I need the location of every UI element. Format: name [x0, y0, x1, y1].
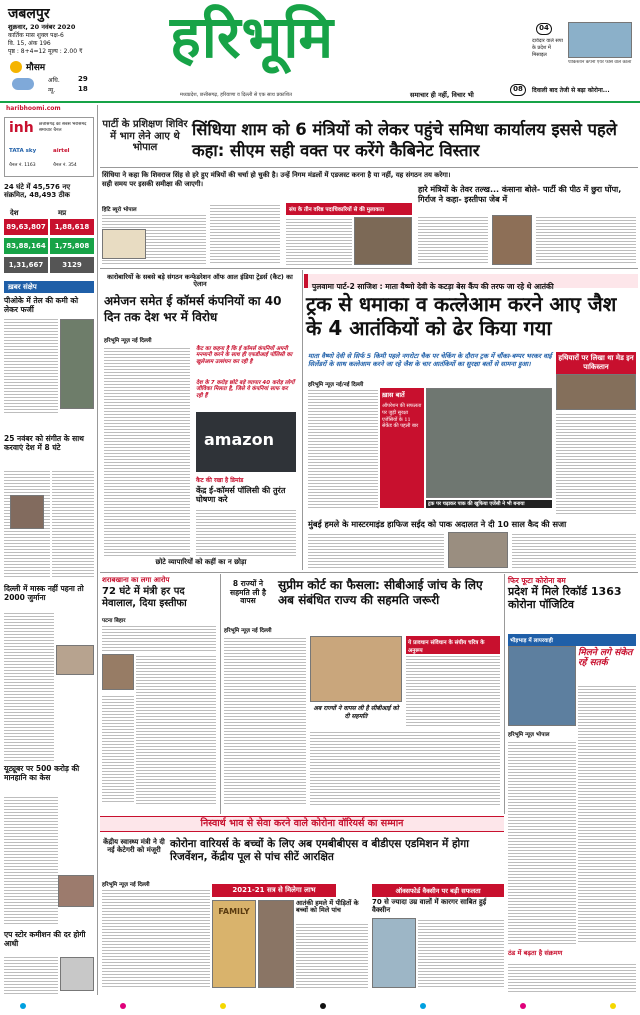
- warriors-note-title: 2021-21 सत्र से मिलेगा लाभ: [212, 884, 336, 897]
- warriors-body2: [296, 922, 368, 988]
- cait-footer: छोटे व्यापारियों को कहीं का न छोड़ा: [155, 558, 247, 566]
- resignation-byline: पटना बिहार: [102, 618, 126, 624]
- left-column-rule: [97, 105, 98, 995]
- top-story-bottom-rule: [100, 268, 638, 269]
- covid-headline: 24 घंटे में 45,576 नए संक्रमित, 48,493 ठीक: [4, 183, 71, 200]
- sc-byline: हरिभूमि न्यूज़ नई दिल्ली: [224, 628, 272, 634]
- vaccine-headline[interactable]: 70 से ज्यादा उम्र वालों में कारगर साबित हुई वैक्सीन: [372, 898, 487, 915]
- brief4-body: [4, 795, 58, 925]
- vaccine-body: [418, 918, 504, 988]
- pulwama-kicker: [304, 274, 638, 291]
- covid-stat-2: 1,88,618: [50, 219, 94, 235]
- covid-mp-kicker: फिर फूटा कोरोना बम: [508, 576, 566, 585]
- warriors-banner-text: निस्वार्थ भाव से सेवा करने वाले कोरोना वॉरियर्स का सम्मान: [200, 818, 404, 829]
- resignation-story: [100, 574, 218, 814]
- promo-top-num: 04: [536, 23, 552, 35]
- cait-subbox-head: केंद्र ई-कॉमर्स पॉलिसी की तुरंत घोषणा करे: [196, 486, 286, 505]
- warriors-byline: हरिभूमि न्यूज़ नई दिल्ली: [102, 882, 150, 888]
- sc-box-title: ये प्रावधान संविधान के संघीय चरित्र के अनुरूप: [406, 636, 500, 656]
- warriors-story: [100, 834, 504, 994]
- brief5-body: [4, 955, 58, 995]
- covid-mp-side-body: [578, 684, 636, 944]
- resignation-kicker: शराबखाना का लगा आरोप: [102, 576, 170, 584]
- cait-quote: कैट का कहना है कि ई कॉमर्स कंपनियों अपनी मनमानी करने के साथ ही एफडीआई पॉलिसी का खुलेआम उल्लंघन कर रही है: [196, 346, 293, 365]
- pulwama-deck: माता वैष्णो देवी से सिर्फ 5 किमी पहले नगरोटा चैक पर चेकिंग के दौरान ट्रक में चौंका-बम्पर भरकर वाई सिलेंडरों के साथ कत्लेआम करने जा रहे जैश के चार आतंकियों का सुरक्षा बलों से सामना हुआ।: [308, 352, 552, 369]
- masthead-date: शुक्रवार, 20 नवंबर 2020: [8, 23, 76, 31]
- cait-headline[interactable]: अमेजन समेत ई कॉमर्स कंपनियों का 40 दिन तक देश भर में विरोध: [104, 294, 282, 324]
- masthead-tagline: समाचार ही नहीं, विचार भी: [410, 91, 474, 99]
- cloud-icon: [12, 78, 34, 90]
- masthead-subline: मध्यप्रदेश, छत्तीसगढ़, हरियाणा व दिल्ली से एक साथ प्रकाशित: [180, 92, 292, 98]
- pulwama-photo: [426, 388, 552, 498]
- promo-top-photo: [568, 22, 632, 58]
- covid-mp-headline[interactable]: प्रदेश में मिले रिकॉर्ड 1363 कोरोना पॉजिटिव: [508, 585, 622, 611]
- channel-no-1: चैनल नं. 1163: [9, 163, 36, 168]
- resignation-photo: [102, 654, 134, 690]
- top-story-side-photo: [492, 215, 532, 265]
- sc-photo: [310, 636, 402, 702]
- resignation-body1: [102, 624, 216, 652]
- brief2-photo: [10, 495, 44, 529]
- covid-mp-side-quote: मिलने लगे संकेत रहें सतर्क: [578, 648, 633, 669]
- sc-story: [222, 574, 502, 814]
- news-brief-label: ख़बर संक्षेप: [4, 281, 94, 293]
- masthead-info1: कार्तिक मास शुक्ल पक्ष-6: [8, 32, 64, 39]
- top-story-photo: [354, 217, 412, 265]
- brief3-body: [4, 611, 54, 761]
- pulwama-headline[interactable]: ट्रक से धमाका व कत्लेआम करने आए जैश के 4 आतंकियों को ढेर किया गया: [306, 292, 617, 341]
- brief1-photo: [60, 319, 94, 409]
- pulwama-story: [304, 270, 638, 570]
- brief4-photo: [58, 875, 94, 907]
- channel-text: छत्तीसगढ़ का सबसे भरोसेमंद समाचार चैनल: [39, 122, 87, 134]
- covid-mp-label: मप्र: [58, 209, 67, 217]
- top-story-byline: हिटि ब्यूरो भोपाल: [102, 207, 137, 213]
- pulwama-photo-caption: ट्रक पर चढ़ाकर पाक की खुफिया एजेंसी ने भी बनाया: [426, 500, 552, 508]
- weather-box: [8, 58, 100, 98]
- warriors-photo: [258, 900, 294, 988]
- brief1-body: [4, 317, 58, 413]
- pulwama-sub-body: [308, 532, 444, 568]
- weather-max: 29: [78, 75, 88, 83]
- resignation-rule: [220, 574, 221, 814]
- cmyk-dot: [220, 1003, 226, 1009]
- covid-stat-5: 1,31,667: [4, 257, 48, 273]
- pulwama-box: [380, 388, 424, 508]
- cait-kicker: कारोबारियों के सबसे बड़े संगठन कन्फेडरेशन ऑफ आल इंडिया ट्रेडर्स (कैट) का ऐलान: [107, 273, 293, 289]
- masthead-info2: वि. 15, अंक 196: [8, 40, 51, 47]
- covid-stat-3: 83,88,164: [4, 238, 48, 254]
- top-story: [100, 105, 638, 265]
- pulwama-box-text: ऑपरेशन की सफलता पर जुड़ी सुरक्षा एजेंसियों के 11 सेकेंड की पहली बार: [382, 403, 422, 430]
- weather-label: मौसम: [26, 63, 46, 73]
- top-story-side-headline[interactable]: हारे मंत्रियों के तेवर तल्ख... कंसाना बोले- पार्टी की पीठ में छुरा घोंपा, गिर्राज ने कहा- इस्तीफा जेब में: [418, 185, 622, 204]
- promo-top-caption: पाकिस्तान कंपनी एयर फोर्स वाले काला: [568, 60, 632, 65]
- amazon-photo: [196, 412, 296, 472]
- masthead-city: जबलपुर: [8, 6, 50, 22]
- pulwama-side-photo: [556, 374, 636, 410]
- covid-mp-photo: [508, 646, 576, 726]
- masthead-logo: हरिभूमि: [170, 3, 335, 71]
- warriors-body1: [102, 888, 210, 988]
- cait-body1: [104, 346, 190, 556]
- promo-top-text: दावेदार वाले सपा के प्रदेश में मिसाइल: [532, 38, 563, 58]
- pulwama-sub-body2: [512, 532, 636, 568]
- channel-no-2: चैनल नं. 354: [53, 163, 77, 168]
- covid-desh-label: देश: [10, 209, 19, 217]
- resignation-body3: [102, 694, 134, 804]
- top-story-headline[interactable]: सिंधिया शाम को 6 मंत्रियों को लेकर पहुंचे समिधा कार्यालय इससे पहले कहा: सीएम सही वक्त पर करेंगे कैबिनेट विस्तार: [192, 120, 617, 161]
- vaccine-photo: [372, 918, 416, 988]
- pulwama-subhead[interactable]: मुंबई हमले के मास्टरमाइंड हाफिज सईद को पाक अदालत ने दी 10 साल कैद की सजा: [308, 519, 567, 529]
- top-story-body2: [210, 203, 280, 265]
- cmyk-dot: [420, 1003, 426, 1009]
- vaccine-kicker: ऑक्सफोर्ड वैक्सीन पर बड़ी सफलता: [372, 884, 504, 897]
- pulwama-side-body: [556, 412, 636, 516]
- covid-stat-4: 1,75,808: [50, 238, 94, 254]
- sc-body1: [224, 636, 306, 806]
- website[interactable]: haribhoomi.com: [6, 105, 61, 112]
- sc-side-note: 8 राज्यों ने सहमति ली है वापस: [230, 579, 266, 606]
- cmyk-dot: [320, 1003, 326, 1009]
- top-story-side-body1: [418, 215, 488, 265]
- masthead: [0, 0, 640, 100]
- brief2-title[interactable]: 25 नवंबर को संगीत के साथ करवाएं देश में 8 घंटे: [4, 434, 84, 452]
- weather-icon: [10, 61, 22, 73]
- sc-rule: [504, 574, 505, 814]
- covid-stat-1: 89,63,807: [4, 219, 48, 235]
- resignation-headline[interactable]: 72 घंटे में मंत्री हर पद मेवालाल, दिया इस्तीफा: [102, 586, 187, 609]
- promo-bottom-text: दिवाली बाद तेजी से बढ़ा कोरोना...: [532, 87, 610, 94]
- promo-bottom-num: 08: [510, 84, 526, 96]
- covid-mp-bottom-note: ठंड में बढ़ता है संक्रमण: [508, 949, 563, 957]
- brief5-photo: [60, 957, 94, 991]
- cait-byline: हरिभूमि न्यूज़ नई दिल्ली: [104, 338, 152, 344]
- sc-box-body: [406, 654, 500, 726]
- covid-stats: [4, 219, 94, 275]
- sc-photo-caption: अब राज्यों ने वापस ली है सीबीआई को दी सहमति: [313, 705, 399, 720]
- promo-bottom[interactable]: [510, 84, 636, 100]
- cmyk-dot: [20, 1003, 26, 1009]
- top-story-side-body2: [536, 215, 636, 265]
- warriors-side-note: केंद्रीय स्वास्थ्य मंत्री ने दी नई केटेगरी को मंजूरी: [103, 838, 165, 855]
- channel-logo: inh: [9, 120, 34, 136]
- warriors-headline[interactable]: कोरोना वारियर्स के बच्चों के लिए अब एमबीबीएस व बीडीएस एडमिशन में होगा रिजर्वेशन, केंद्रीय पूल से पांच सीटें आरक्षित: [170, 838, 469, 864]
- weather-min-label: न्यू.: [48, 87, 56, 94]
- masthead-info3: पृष्ठ : 8+4=12 मूल्य : 2.00 ₹: [8, 48, 83, 55]
- top-story-map: [102, 229, 146, 259]
- warriors-banner: [100, 816, 504, 832]
- brand-airtel: airtel: [53, 148, 70, 154]
- covid-mp-byline: हरिभूमि न्यूज़ भोपाल: [508, 732, 550, 738]
- covid-mp-body: [508, 740, 576, 944]
- masthead-rule: [0, 101, 640, 103]
- pulwama-sub-photo: [448, 532, 508, 568]
- pulwama-box-title: ख़ास बातें: [382, 391, 405, 399]
- pulwama-bottom-rule: [100, 572, 638, 573]
- pulwama-byline: हरिभूमि न्यूज़ नई/नई दिल्ली: [308, 382, 364, 388]
- cait-rule: [302, 270, 303, 570]
- pulwama-side-box-title: हथियारों पर लिखा था मेड इन पाकिस्तान: [556, 352, 636, 374]
- covid-mp-story: [506, 574, 638, 994]
- brief3-photo: [56, 645, 94, 675]
- cait-quote2: देश के 7 करोड़ छोटे बड़े व्यापार 40 करोड़ लोगों जीविका मिलता है, जिसे ये कंपनियां साफ कर रही हैं: [196, 380, 295, 399]
- covid-mp-side-box: भीड़भाड़ में लापरवाही: [508, 634, 636, 646]
- cait-subbox-title: कैट की रखा है डिमांड: [196, 477, 244, 484]
- left-column: [4, 105, 96, 995]
- covid-stat-6: 3129: [50, 257, 94, 273]
- warriors-ad-word: FAMILY: [218, 907, 250, 916]
- top-story-rule: [100, 167, 638, 168]
- amazon-label: amazon: [204, 430, 274, 449]
- cmyk-dot: [610, 1003, 616, 1009]
- promo-top[interactable]: [510, 20, 636, 82]
- brand-tatasky: TATA sky: [9, 148, 37, 154]
- channel-ad[interactable]: [4, 117, 94, 177]
- brief3-title[interactable]: दिल्ली में मास्क नहीं पहना तो 2000 जुर्माना: [4, 584, 84, 602]
- cait-story: [100, 270, 300, 570]
- top-story-photo-caption: संघ के तीन वरिष्ठ पदाधिकारियों से की मुलाकात: [286, 203, 412, 215]
- pulwama-body1: [308, 388, 378, 508]
- warriors-note-body: आतंकी हमले में पीड़ितों के बच्चों को मिले पांच: [296, 899, 359, 915]
- weather-min: 18: [78, 85, 88, 93]
- top-story-body3: [286, 217, 352, 265]
- brief4-title[interactable]: यूट्यूबर पर 500 करोड़ की मानहानि का केस: [4, 764, 80, 782]
- covid-mp-bottom-body: [508, 962, 636, 992]
- top-story-kicker: पार्टी के प्रशिक्षण शिविर में भाग लेने आए थे भोपाल: [102, 119, 188, 153]
- print-strip: [0, 998, 640, 1015]
- warriors-ad[interactable]: [212, 900, 256, 988]
- pulwama-kicker-text: पुलवामा पार्ट-2 साजिश : माता वैष्णो देवी के कटड़ा बेस कैंप की तरफ जा रहे थे आतंकी: [312, 282, 554, 291]
- cait-subbox-body: [196, 508, 296, 556]
- brief1-title[interactable]: पीओके में तेल की कमी को लेकर फर्जी: [4, 296, 79, 314]
- cmyk-dot: [120, 1003, 126, 1009]
- top-story-lead: सिंधिया ने कहा कि शिवराज सिंह से हरे हुए मंत्रियों की चर्चा हो चुकी है। उन्हें निगम मंडलों में एडजस्ट करना है या नहीं, यह संगठन तय करेगा। सही समय पर इसकी समीक्षा की जाएगी।: [102, 171, 451, 188]
- brief2-body2: [52, 469, 94, 579]
- weather-max-label: अधि.: [48, 77, 60, 84]
- resignation-body2: [136, 654, 216, 804]
- sc-headline[interactable]: सुप्रीम कोर्ट का फैसला: सीबीआई जांच के लिए अब संबंधित राज्य की सहमति जरूरी: [278, 578, 483, 607]
- cmyk-dot: [520, 1003, 526, 1009]
- brief5-title[interactable]: एप स्टोर कमीशन की दर होगी आधी: [4, 930, 86, 948]
- sc-body2: [310, 730, 500, 806]
